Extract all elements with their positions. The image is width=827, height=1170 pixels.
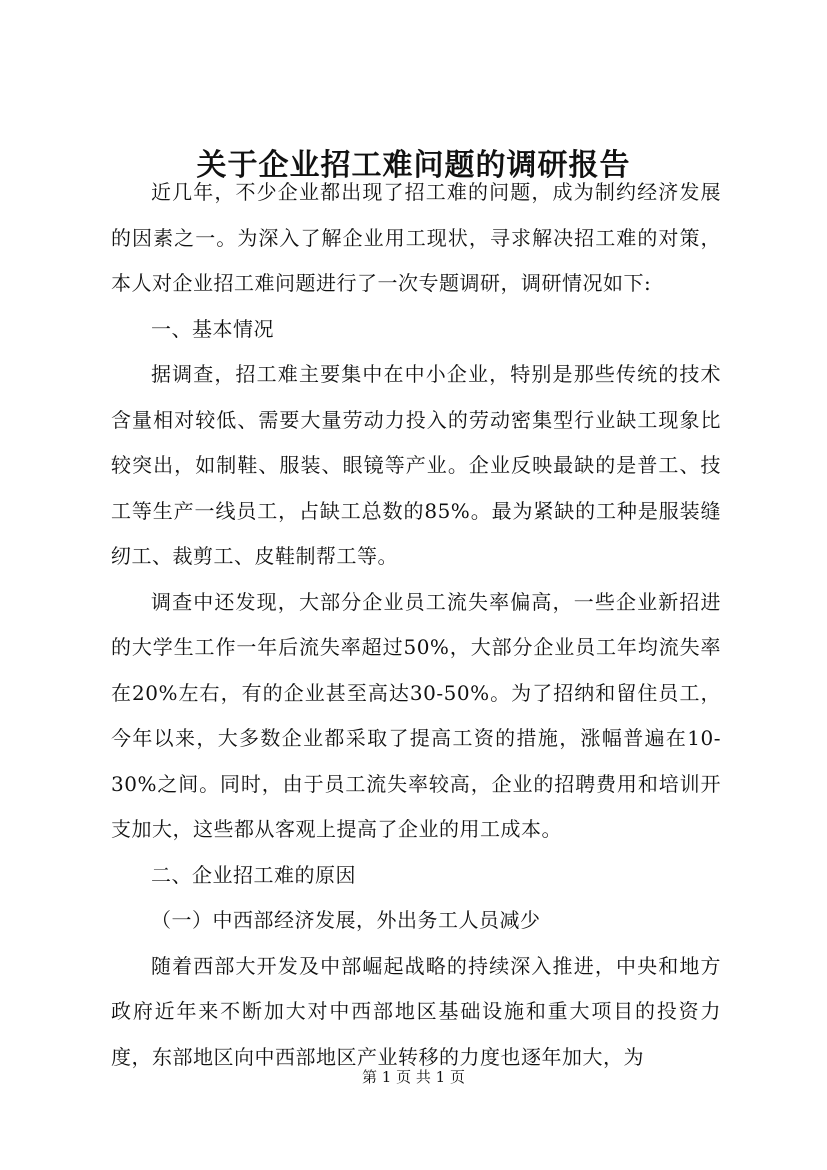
document-title: 关于企业招工难问题的调研报告 <box>196 148 631 183</box>
section-heading-basic-situation: 一、基本情况 <box>151 316 274 341</box>
paragraph-intro: 近几年，不少企业都出现了招工难的问题，成为制约经济发展的因素之一。为深入了解企业用工现状，寻求解决招工难的对策，本人对企业招工难问题进行了一次专题调研，调研情况如下: <box>111 180 721 295</box>
paragraph-turnover: 调查中还发现，大部分企业员工流失率偏高，一些企业新招进的大学生工作一年后流失率超过50%，大部分企业员工年均流失率在20%左右，有的企业甚至高达30-50%。为了招纳和留住员工，今年以来，大多数企业都采取了提高工资的措施，涨幅普遍在10-30%之间。同时，由于员工流失率较高，企业的招聘费用和培训开支加大，这些都从客观上提高了企业的用工成本。 <box>111 589 721 841</box>
section-heading-causes: 二、企业招工难的原因 <box>151 862 356 887</box>
paragraph-central-west: 随着西部大开发及中部崛起战略的持续深入推进，中央和地方政府近年来不断加大对中西部地区基础设施和重大项目的投资力度，东部地区向中西部地区产业转移的力度也逐年加大，为 <box>111 953 721 1069</box>
subsection-heading-central-west: （一）中西部经济发展，外出务工人员减少 <box>151 908 541 932</box>
paragraph-survey-findings: 据调查，招工难主要集中在中小企业，特别是那些传统的技术含量相对较低、需要大量劳动力投入的劳动密集型行业缺工现象比较突出，如制鞋、服装、眼镜等产业。企业反映最缺的是普工、技工等生产一线员工，占缺工总数的85%。最为紧缺的工种是服装缝纫工、裁剪工、皮鞋制帮工等。 <box>111 362 721 568</box>
page-footer: 第 1 页 共 1 页 <box>362 1068 465 1086</box>
document-body <box>111 170 721 1080</box>
